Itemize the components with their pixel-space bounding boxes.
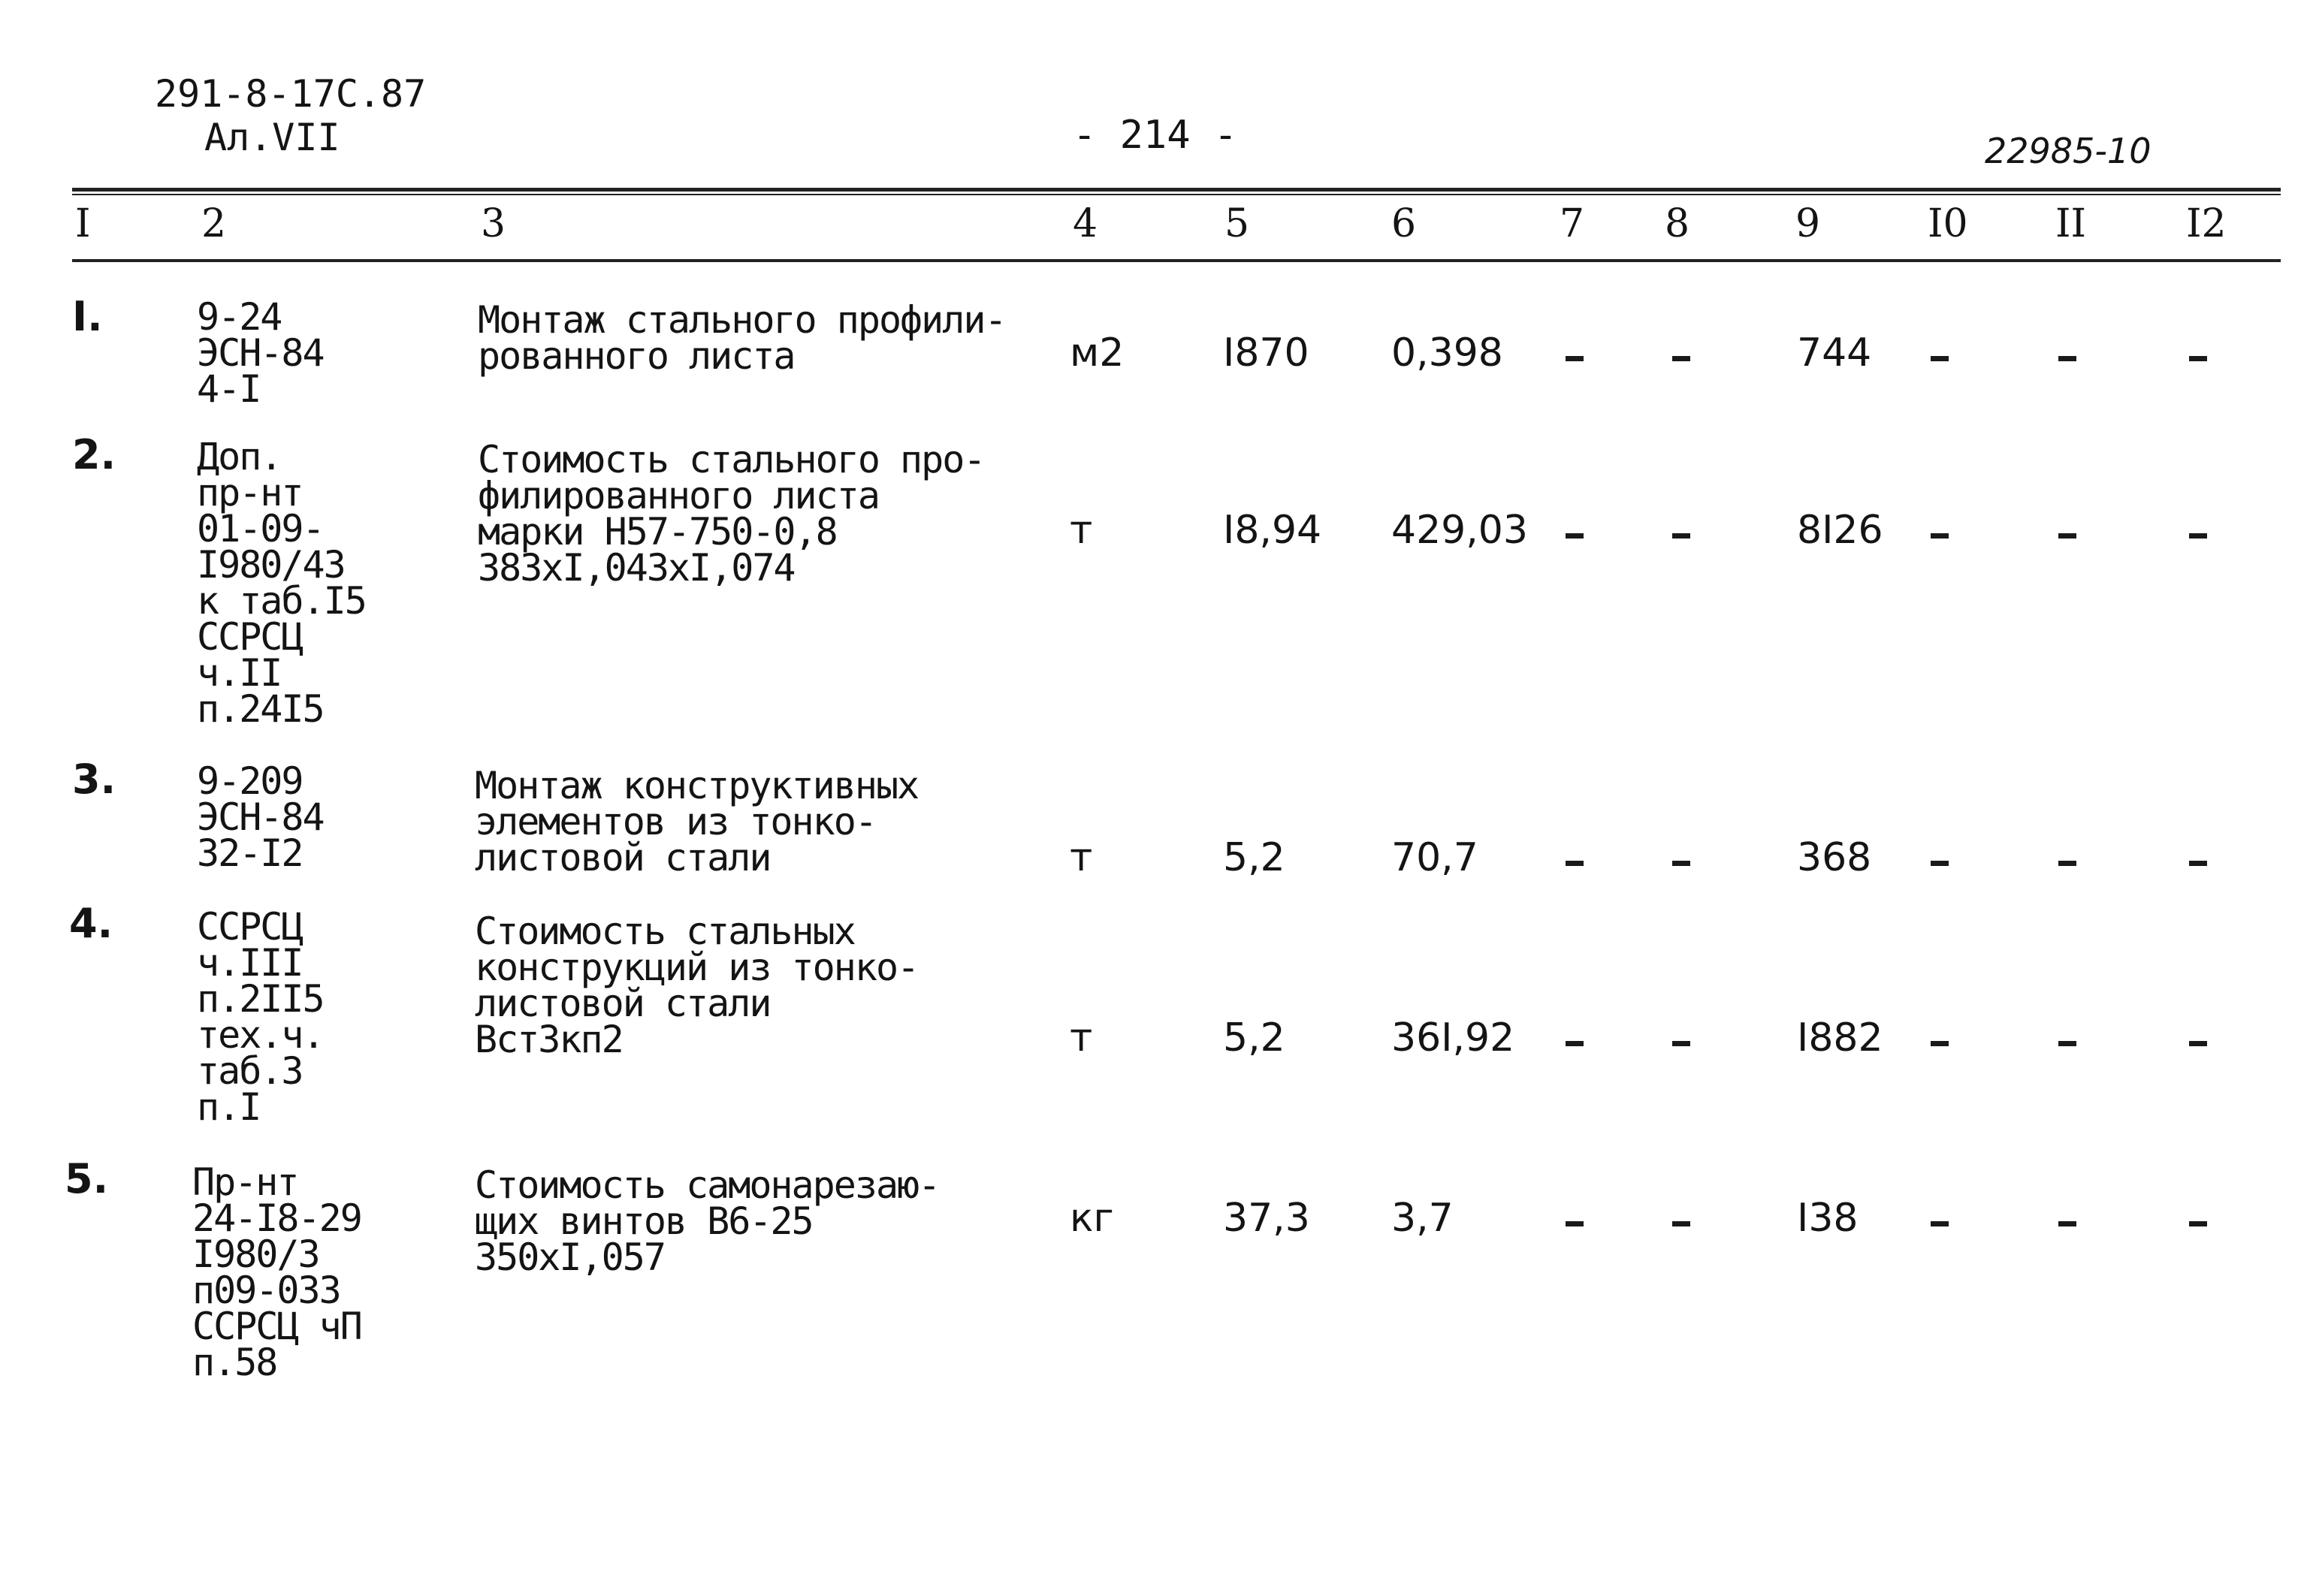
row-quantity: I8,94 bbox=[1223, 508, 1322, 553]
dash-col10 bbox=[1931, 1221, 1949, 1226]
dash-col12 bbox=[2189, 356, 2207, 361]
row-code: ССРСЦ ч.III п.2II5 тех.ч. таб.3 п.I bbox=[197, 905, 324, 1129]
dash-col12 bbox=[2189, 1041, 2207, 1046]
row-index: 2. bbox=[72, 431, 116, 478]
column-number-11: II bbox=[2055, 201, 2087, 246]
dash-col8 bbox=[1672, 1221, 1690, 1226]
row-code: 9-209 ЭСН-84 32-I2 bbox=[197, 759, 324, 875]
dash-col8 bbox=[1672, 533, 1690, 539]
row-code: Доп. пр-нт 01-09- I980/43 к таб.I5 ССРСЦ ч.II п.24I5 bbox=[197, 435, 366, 731]
row-price: 70,7 bbox=[1391, 835, 1478, 880]
column-number-4: 4 bbox=[1073, 201, 1098, 246]
document-code: 291-8-17С.87 bbox=[155, 72, 427, 116]
dash-col7 bbox=[1566, 1221, 1584, 1226]
row-price: 429,03 bbox=[1391, 508, 1528, 553]
page-number: - 214 - bbox=[1073, 113, 1238, 158]
dash-col7 bbox=[1566, 1041, 1584, 1046]
row-price: 36I,92 bbox=[1391, 1015, 1515, 1060]
dash-col11 bbox=[2058, 533, 2076, 539]
column-number-12: I2 bbox=[2186, 201, 2227, 246]
dash-col10 bbox=[1931, 1041, 1949, 1046]
row-code: 9-24 ЭСН-84 4-I bbox=[197, 295, 324, 411]
column-number-1: I bbox=[75, 201, 91, 246]
dash-col11 bbox=[2058, 1041, 2076, 1046]
top-rule bbox=[72, 188, 2281, 192]
row-unit: т bbox=[1070, 508, 1093, 553]
row-total: 744 bbox=[1797, 330, 1872, 376]
dash-col10 bbox=[1931, 533, 1949, 539]
column-number-5: 5 bbox=[1224, 201, 1250, 246]
document-number: 22985-10 bbox=[1985, 131, 2151, 171]
row-index: 5. bbox=[65, 1155, 109, 1202]
column-number-10: I0 bbox=[1928, 201, 1968, 246]
dash-col11 bbox=[2058, 1221, 2076, 1226]
dash-col8 bbox=[1672, 356, 1690, 361]
dash-col10 bbox=[1931, 356, 1949, 361]
dash-col8 bbox=[1672, 861, 1690, 866]
row-total: 368 bbox=[1797, 835, 1872, 880]
row-unit: кг bbox=[1070, 1196, 1114, 1241]
row-index: 3. bbox=[72, 756, 116, 803]
column-number-7: 7 bbox=[1560, 201, 1585, 246]
row-name: Стоимость стальных конструкций из тонко- листовой стали Вст3кп2 bbox=[475, 910, 919, 1061]
header-rule bbox=[72, 259, 2281, 262]
dash-col7 bbox=[1566, 533, 1584, 539]
column-number-8: 8 bbox=[1665, 201, 1690, 246]
album-label: Ал.VII bbox=[204, 116, 340, 159]
row-price: 0,398 bbox=[1391, 330, 1503, 376]
row-index: I. bbox=[72, 293, 103, 340]
dash-col12 bbox=[2189, 1221, 2207, 1226]
row-quantity: 5,2 bbox=[1223, 835, 1285, 880]
row-unit: т bbox=[1070, 835, 1093, 880]
column-number-6: 6 bbox=[1391, 201, 1417, 246]
row-code: Пр-нт 24-I8-29 I980/3 п09-033 ССРСЦ чП п.58 bbox=[192, 1160, 361, 1384]
row-total: I38 bbox=[1797, 1196, 1859, 1241]
row-total: I882 bbox=[1797, 1015, 1883, 1060]
row-name: Монтаж стального профили- рованного листа bbox=[478, 298, 1006, 378]
column-number-3: 3 bbox=[481, 201, 506, 246]
column-number-2: 2 bbox=[201, 201, 227, 246]
dash-col11 bbox=[2058, 861, 2076, 866]
row-unit: м2 bbox=[1070, 330, 1125, 376]
dash-col7 bbox=[1566, 861, 1584, 866]
row-name: Монтаж конструктивных элементов из тонко- листовой стали bbox=[475, 764, 919, 879]
top-rule-thin bbox=[72, 194, 2281, 195]
row-unit: т bbox=[1070, 1015, 1093, 1060]
row-quantity: 5,2 bbox=[1223, 1015, 1285, 1060]
row-total: 8I26 bbox=[1797, 508, 1883, 553]
row-quantity: I870 bbox=[1223, 330, 1309, 376]
dash-col7 bbox=[1566, 356, 1584, 361]
dash-col11 bbox=[2058, 356, 2076, 361]
dash-col12 bbox=[2189, 533, 2207, 539]
row-price: 3,7 bbox=[1391, 1196, 1454, 1241]
row-index: 4. bbox=[69, 900, 113, 947]
row-name: Стоимость самонарезаю- щих винтов В6-25 350хI,057 bbox=[475, 1163, 940, 1279]
column-number-9: 9 bbox=[1795, 201, 1821, 246]
dash-col12 bbox=[2189, 861, 2207, 866]
dash-col8 bbox=[1672, 1041, 1690, 1046]
dash-col10 bbox=[1931, 861, 1949, 866]
row-quantity: 37,3 bbox=[1223, 1196, 1310, 1241]
row-name: Стоимость стального про- филированного листа марки Н57-750-0,8 383хI,043хI,074 bbox=[478, 438, 985, 590]
